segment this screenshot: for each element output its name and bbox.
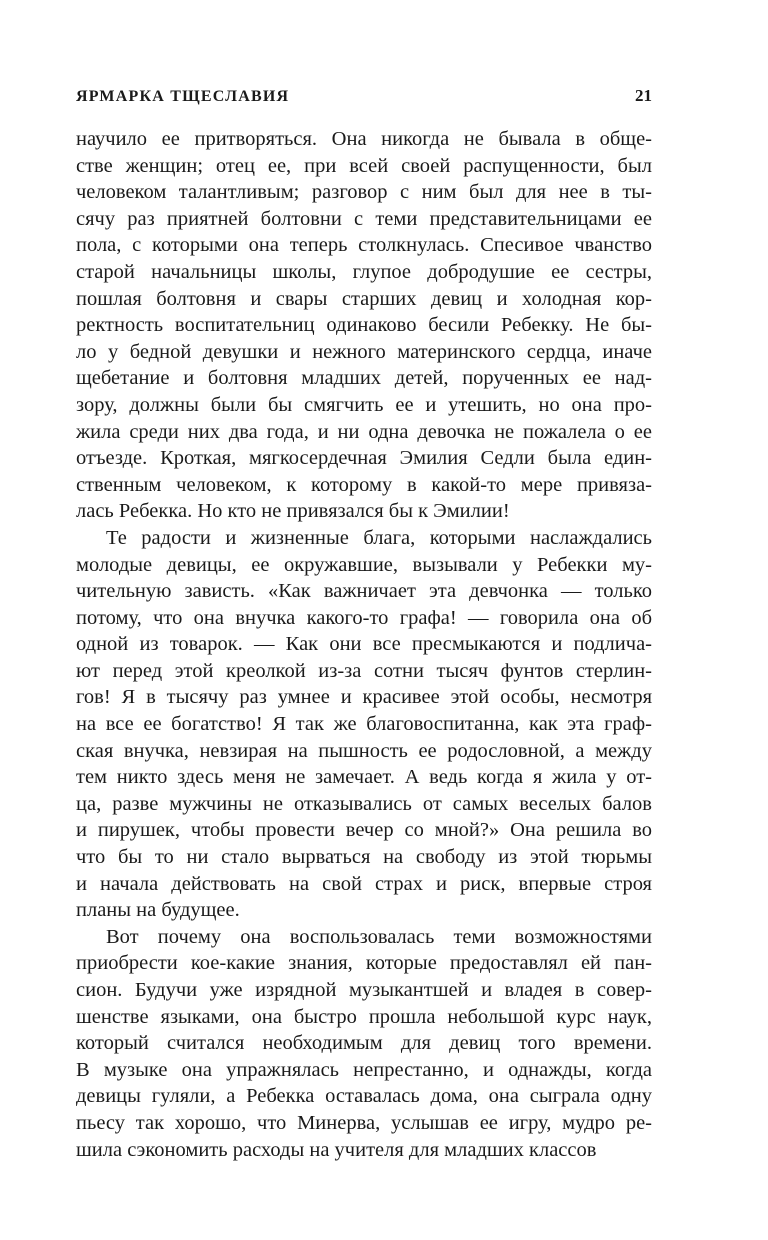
text-line: чительную зависть. «Как важничает эта девчонка — только [76,580,652,603]
text-line: стве женщин; отец ее, при всей своей распущенности, был [76,154,652,177]
text-line: пошлая болтовня и свары старших девиц и холодная кор- [76,287,652,310]
text-line: Те радости и жизненные блага, которыми наслаждались [106,526,652,549]
text-line: ственным человеком, к которому в какой-то мере привяза- [76,473,652,496]
book-title: ЯРМАРКА ТЩЕСЛАВИЯ [76,88,290,105]
text-line: и начала действовать на свой страх и риск, впервые строя [76,872,652,895]
text-line: ректность воспитательниц одинаково бесили Ребекку. Не бы- [76,314,652,337]
text-line: пьесу так хорошо, что Минерва, услышав ее игру, мудро ре- [76,1111,652,1134]
text-line: жила среди них два года, и ни одна девочка не пожалела о ее [76,420,652,443]
text-line: сион. Будучи уже изрядной музыкантшей и владея в совер- [76,979,652,1001]
text-line: ют перед этой креолкой из-за сотни тысяч фунтов стерлин- [76,659,652,682]
text-line: девицы гуляли, а Ребекка оставалась дома, она сыграла одну [76,1085,652,1108]
text-line: сячу раз приятней болтовни с теми представительницами ее [76,207,652,230]
text-line: В музыке она упражнялась непрестанно, и однажды, когда [76,1058,652,1081]
text-line: старой начальницы школы, глупое добродушие ее сестры, [76,260,652,283]
paragraph [76,126,652,525]
text-line: что бы то ни стало вырваться на свободу из этой тюрьмы [76,846,652,869]
paragraph [76,525,652,924]
text-line: ская внучка, невзирая на пышность ее родословной, а между [76,739,652,762]
text-line: молодые девицы, ее окружавшие, вызывали у Ребекки му- [76,553,652,576]
text-line: зору, должны были бы смягчить ее и утешить, но она про- [76,393,652,416]
text-line: тем никто здесь меня не замечает. А ведь когда я жила у от- [76,766,652,789]
text-line: отъезде. Кроткая, мягкосердечная Эмилия Седли была един- [76,447,652,470]
page-number: 21 [635,86,652,105]
running-head [76,86,652,110]
text-line: шила сэкономить расходы на учителя для младших классов [76,1138,597,1161]
text-body [76,126,652,1163]
text-line: потому, что она внучка какого-то графа! — говорила она об [76,606,652,629]
text-line: гов! Я в тысячу раз умнее и красивее этой особы, несмотря [76,686,652,709]
text-line: человеком талантливым; разговор с ним был для нее в ты- [76,181,652,204]
text-line: одной из товарок. — Как они все пресмыкаются и подлича- [76,633,652,656]
text-line: на все ее богатство! Я так же благовоспитанна, как эта граф- [76,713,652,736]
text-line: Вот почему она воспользовалась теми возможностями [106,925,652,948]
text-line: и пирушек, чтобы провести вечер со мной?» Она решила во [76,819,652,842]
text-line: пола, с которыми она теперь столкнулась. Спесивое чванство [76,234,652,257]
text-line: планы на будущее. [76,899,240,922]
text-line: щебетание и болтовня младших детей, порученных ее над- [76,367,652,390]
text-line: лась Ребекка. Но кто не привязался бы к Эмилии! [76,500,510,523]
text-line: приобрести кое-какие знания, которые предоставлял ей пан- [76,952,652,975]
text-line: ло у бедной девушки и нежного материнского сердца, иначе [76,340,652,363]
book-page [76,86,652,1163]
paragraph [76,924,652,1163]
text-line: который считался необходимым для девиц того времени. [76,1032,652,1055]
text-line: ца, разве мужчины не отказывались от самых веселых балов [76,792,652,815]
text-line: научило ее притворяться. Она никогда не бывала в обще- [76,128,652,150]
text-line: шенстве языками, она быстро прошла небольшой курс наук, [76,1005,652,1028]
